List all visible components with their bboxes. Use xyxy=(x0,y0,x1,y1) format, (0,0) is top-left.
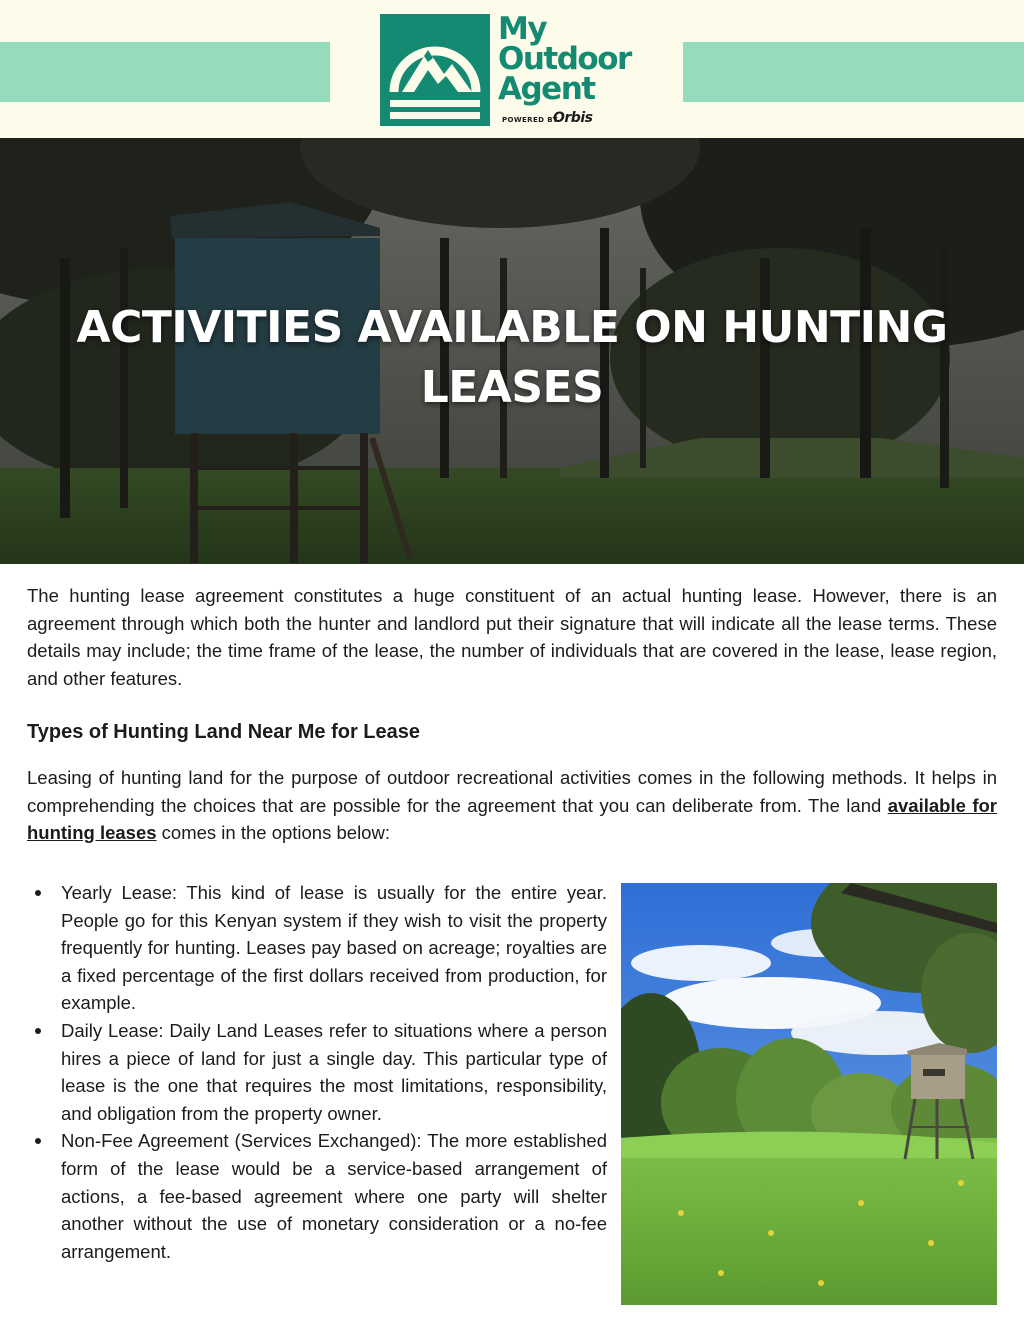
list-item-text: Non-Fee Agreement (Services Exchanged): The more established form of the lease would be a service-based arrangement of actions, a fee-based agreement where one party will shelter another without the use of monetary consideration or a no-fee arrangement. xyxy=(61,1130,607,1262)
methods-paragraph xyxy=(27,764,997,847)
orbis-logo: Orbis xyxy=(553,110,593,126)
header-accent-bar-right xyxy=(683,42,1024,102)
list-item-yearly-lease xyxy=(27,879,607,1017)
bullet-icon xyxy=(35,890,41,896)
list-item-text: Yearly Lease: This kind of lease is usually for the entire year. People go for this Kenyan system if they wish to visit the property frequently for hunting. Leases pay based on acreage; royalties are a fixed percentage of the first dollars received from production, for example. xyxy=(61,882,607,1014)
bullet-icon xyxy=(35,1028,41,1034)
methods-text-start: Leasing of hunting land for the purpose of outdoor recreational activities comes in the following methods. It helps in comprehending the choices that are possible for the agreement that you can deliberate from. The land xyxy=(27,767,997,816)
list-item-daily-lease xyxy=(27,1017,607,1127)
my-outdoor-agent-logo[interactable] xyxy=(380,12,652,130)
methods-text-end: comes in the options below: xyxy=(156,822,390,844)
header xyxy=(0,0,1024,138)
page-title: ACTIVITIES AVAILABLE ON HUNTING LEASES xyxy=(76,302,948,413)
intro-paragraph: The hunting lease agreement constitutes a huge constituent of an actual hunting lease. However, there is an agreement through which both the hunter and landlord put their signature that will indicate all the lease terms. These details may include; the time frame of the lease, the number of individuals that are covered in the lease, lease region, and other features. xyxy=(27,585,997,689)
bullet-icon xyxy=(35,1138,41,1144)
list-item-text: Daily Lease: Daily Land Leases refer to situations where a person hires a piece of land for just a single day. This particular type of lease is the one that requires the most limitations, responsibility, and obligation from the property owner. xyxy=(61,1019,607,1124)
logo-line-outdoor: Outdoor xyxy=(498,41,631,77)
powered-by-label: POWERED BY xyxy=(502,116,559,124)
field-photo xyxy=(621,883,997,1305)
meadow-hunting-blind-image xyxy=(621,883,997,1305)
logo-line-my: My xyxy=(498,11,547,47)
mountain-logo-icon xyxy=(380,14,490,126)
lease-types-list xyxy=(27,879,607,1265)
hunting-leases-link[interactable]: available for hunting leases xyxy=(27,794,997,844)
header-accent-bar-left xyxy=(0,42,330,102)
hero-banner xyxy=(0,138,1024,564)
logo-wordmark xyxy=(498,11,652,107)
section-heading-types: Types of Hunting Land Near Me for Lease xyxy=(27,721,421,743)
logo-line-agent: Agent xyxy=(498,71,595,107)
list-item-non-fee-agreement xyxy=(27,1127,607,1265)
